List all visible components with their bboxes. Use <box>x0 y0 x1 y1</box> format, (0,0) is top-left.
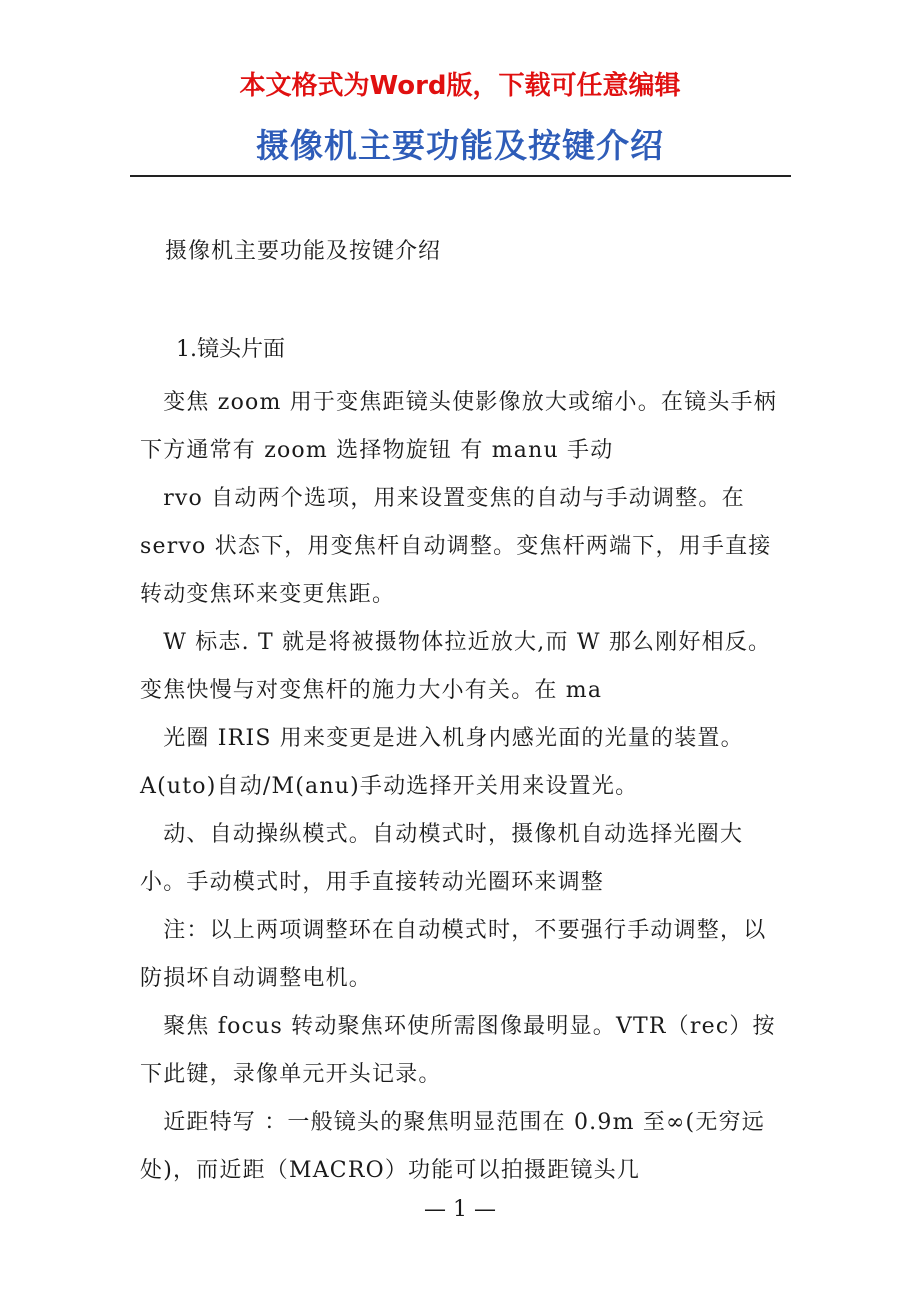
paragraph: 聚焦 focus 转动聚焦环使所需图像最明显。VTR（rec）按下此键，录像单元开头记录。 <box>140 1014 776 1087</box>
paragraph: 动、自动操纵模式。自动模式时，摄像机自动选择光圈大小。手动模式时，用手直接转动光圈环来调整 <box>140 822 744 895</box>
paragraph: 注：以上两项调整环在自动模式时，不要强行手动调整，以防损坏自动调整电机。 <box>140 918 767 991</box>
title-divider <box>130 175 791 177</box>
section-heading: 1.镜头片面 <box>176 337 285 362</box>
paragraph: 光圈 IRIS 用来变更是进入机身内感光面的光量的装置。A(uto)自动/M(anu)手动选择开关用来设置光。 <box>140 726 744 799</box>
page-number: — 1 — <box>424 1197 496 1222</box>
document-body <box>140 379 785 1195</box>
paragraph: 近距特写 ：一般镜头的聚焦明显范围在 0.9m 至∞(无穷远处)，而近距（MACRO）功能可以拍摄距镜头几 <box>140 1110 765 1183</box>
document-title: 摄像机主要功能及按键介绍 <box>256 126 664 165</box>
paragraph: 变焦 zoom 用于变焦距镜头使影像放大或缩小。在镜头手柄下方通常有 zoom 选择物旋钮 有 manu 手动 <box>140 390 777 463</box>
paragraph: W 标志. T 就是将被摄物体拉近放大,而 W 那么刚好相反。变焦快慢与对变焦杆的施力大小有关。在 ma <box>140 630 772 703</box>
paragraph: rvo 自动两个选项，用来设置变焦的自动与手动调整。在 servo 状态下，用变焦杆自动调整。变焦杆两端下，用手直接转动变焦环来变更焦距。 <box>140 486 772 607</box>
document-subheading: 摄像机主要功能及按键介绍 <box>165 239 442 264</box>
download-banner: 本文格式为Word版，下载可任意编辑 <box>239 71 681 101</box>
